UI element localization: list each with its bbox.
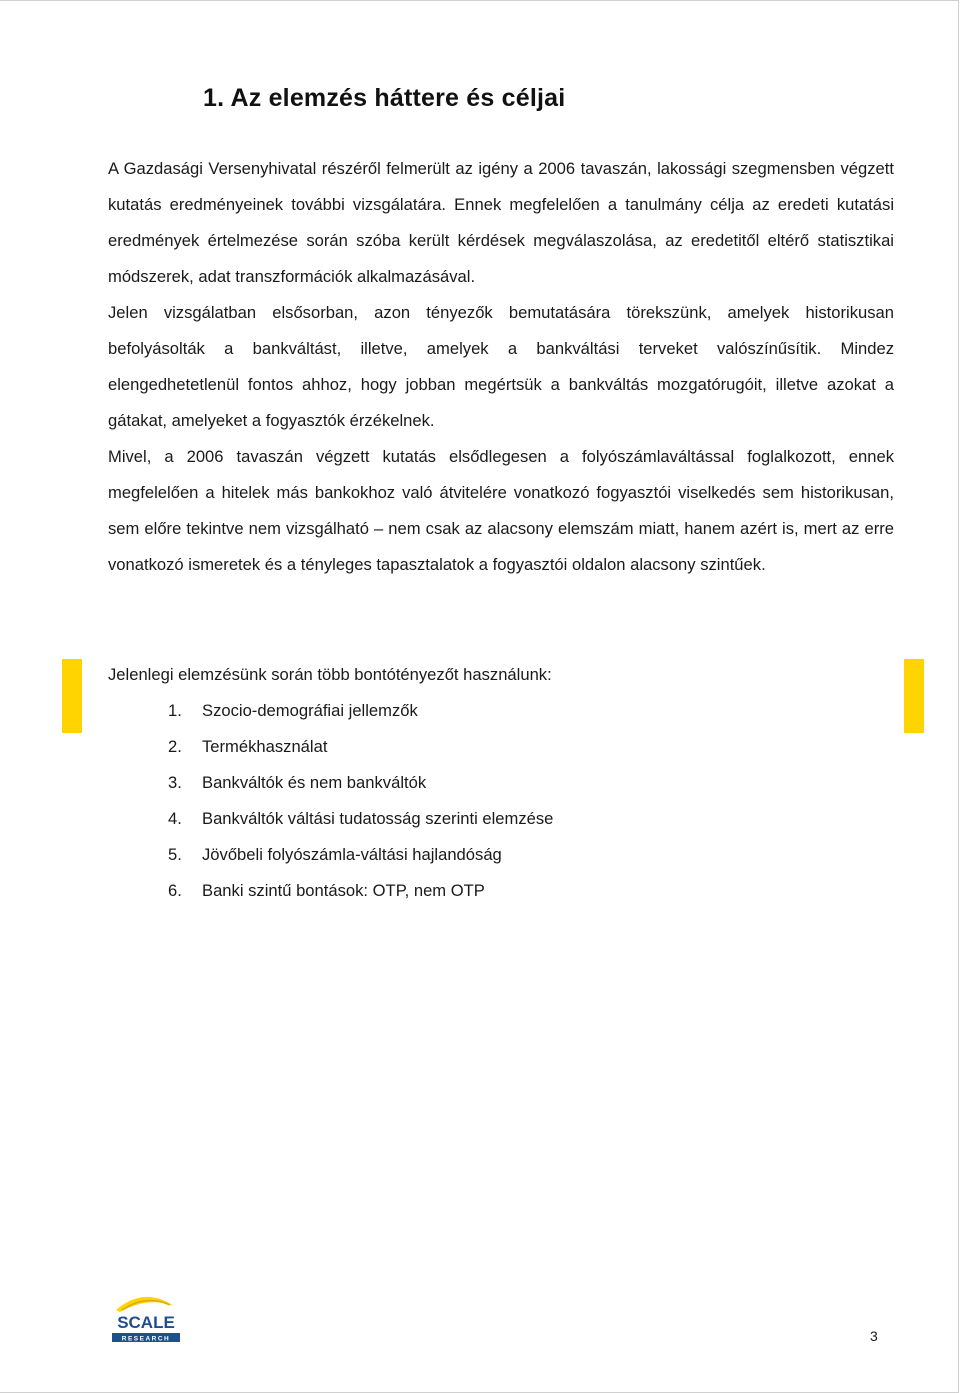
list-item xyxy=(168,693,553,729)
section-heading: 1. Az elemzés háttere és céljai xyxy=(203,84,566,112)
list-item xyxy=(168,729,553,765)
list-item xyxy=(168,837,553,873)
list-item-number: 5. xyxy=(168,845,182,864)
page-number: 3 xyxy=(870,1328,878,1344)
logo-swoosh xyxy=(116,1297,174,1312)
accent-bar-left xyxy=(62,659,82,733)
list-item xyxy=(168,765,553,801)
list-item-number: 1. xyxy=(168,701,182,720)
paragraph-limitations: Mivel, a 2006 tavaszán végzett kutatás elsődlegesen a folyószámlaváltással foglalkozott, ennek megfelelően a hitelek más bankokhoz való átvitelére vonatkozó fogyasztói viselkedés sem historikusan, sem előre tekintve nem vizsgálható – nem csak az alacsony elemszám miatt, hanem azért is, mert az erre vonatkozó ismeretek és a tényleges tapasztalatok a fogyasztói oldalon alacsony szintűek. xyxy=(108,447,894,574)
factors-list xyxy=(168,693,553,909)
accent-bar-right xyxy=(904,659,924,733)
list-item-text: Szocio-demográfiai jellemzők xyxy=(202,701,418,720)
list-item-number: 3. xyxy=(168,773,182,792)
list-item-text: Bankváltók és nem bankváltók xyxy=(202,773,427,792)
list-item-number: 4. xyxy=(168,809,182,828)
list-item-text: Banki szintű bontások: OTP, nem OTP xyxy=(202,881,485,900)
list-item-text: Termékhasználat xyxy=(202,737,328,756)
list-item-text: Bankváltók váltási tudatosság szerinti elemzése xyxy=(202,809,554,828)
factors-intro: Jelenlegi elemzésünk során több bontótényezőt használunk: xyxy=(108,665,552,684)
list-item-number: 6. xyxy=(168,881,182,900)
paragraph-scope: Jelen vizsgálatban elsősorban, azon tényezők bemutatására törekszünk, amelyek historikusan befolyásolták a bankváltást, illetve, amelyek a bankváltási terveket valószínűsítik. Mindez elengedhetetlenül fontos ahhoz, hogy jobban megértsük a bankváltás mozgatórugóit, illetve azokat a gátakat, amelyeket a fogyasztók érzékelnek. xyxy=(108,303,894,430)
list-item xyxy=(168,801,553,837)
list-item-text: Jövőbeli folyószámla-váltási hajlandóság xyxy=(202,845,502,864)
scale-research-logo xyxy=(108,1290,184,1346)
paragraph-background: A Gazdasági Versenyhivatal részéről felmerült az igény a 2006 tavaszán, lakossági szegmensben végzett kutatás eredményeinek további vizsgálatára. Ennek megfelelően a tanulmány célja az eredeti kutatási eredmények értelmezése során szóba került kérdések megválaszolása, az eredetitől eltérő statisztikai módszerek, adat transzformációk alkalmazásával. xyxy=(108,159,894,286)
logo-wordmark: SCALE xyxy=(117,1313,175,1332)
logo-subtext: RESEARCH xyxy=(121,1335,171,1343)
list-item-number: 2. xyxy=(168,737,182,756)
list-item xyxy=(168,873,553,909)
